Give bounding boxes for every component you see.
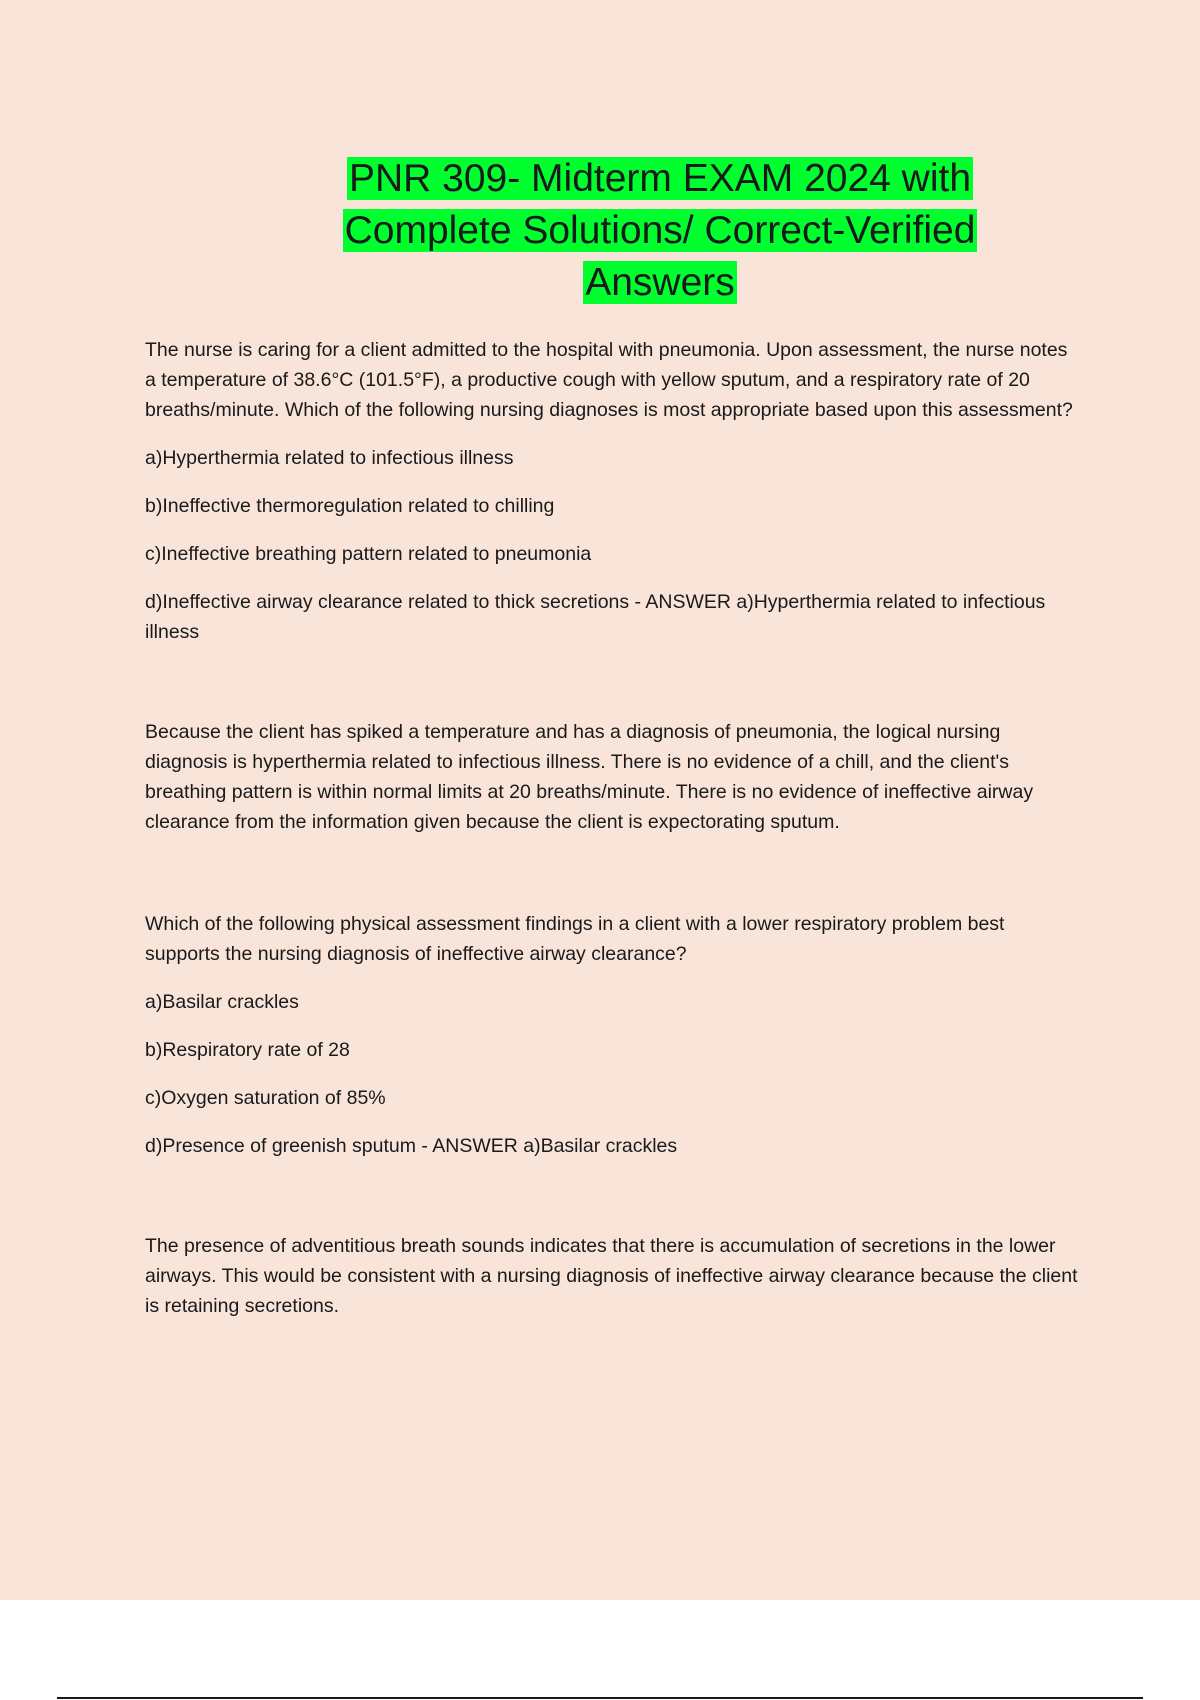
title-line-2: Complete Solutions/ Correct-Verified: [344, 209, 976, 252]
question-2-option-c: c)Oxygen saturation of 85%: [145, 1087, 386, 1109]
question-1-rationale: Because the client has spiked a temperature and has a diagnosis of pneumonia, the logical nursing diagnosis is hyperthermia related to infectious illness. There is no evidence of a chill, and the client's breathing pattern is within normal limits at 20 breaths/minute. There is no evidence of ineffective airway clearance from the information given because the client is expectorating sputum.: [145, 721, 1034, 833]
question-1-option-b: b)Ineffective thermoregulation related to chilling: [145, 495, 555, 517]
question-1-option-d-answer: d)Ineffective airway clearance related to thick secretions - ANSWER a)Hyperthermia related to infectious illness: [145, 591, 1046, 643]
question-2-rationale: The presence of adventitious breath sounds indicates that there is accumulation of secretions in the lower airways. This would be consistent with a nursing diagnosis of ineffective airway clearance because the client is retaining secretions.: [145, 1235, 1078, 1317]
question-2-stem: Which of the following physical assessment findings in a client with a lower respiratory problem best supports the nursing diagnosis of ineffective airway clearance?: [145, 913, 1005, 965]
title-line-1: PNR 309- Midterm EXAM 2024 with: [348, 157, 972, 200]
document-title: [145, 153, 1175, 309]
document-body: [145, 335, 1080, 1321]
question-1-stem: The nurse is caring for a client admitted to the hospital with pneumonia. Upon assessment, the nurse notes a temperature of 38.6°C (101.5°F), a productive cough with yellow sputum, and a respiratory rate of 20 breaths/minute. Which of the following nursing diagnoses is most appropriate based upon this assessment?: [145, 339, 1073, 421]
question-2-option-a: a)Basilar crackles: [145, 991, 299, 1013]
footer-divider: [57, 1697, 1143, 1699]
question-2-option-b: b)Respiratory rate of 28: [145, 1039, 350, 1061]
question-1-option-a: a)Hyperthermia related to infectious illness: [145, 447, 514, 469]
title-line-3: Answers: [585, 261, 735, 304]
question-1-option-c: c)Ineffective breathing pattern related to pneumonia: [145, 543, 592, 565]
question-2-option-d-answer: d)Presence of greenish sputum - ANSWER a)Basilar crackles: [145, 1135, 678, 1157]
